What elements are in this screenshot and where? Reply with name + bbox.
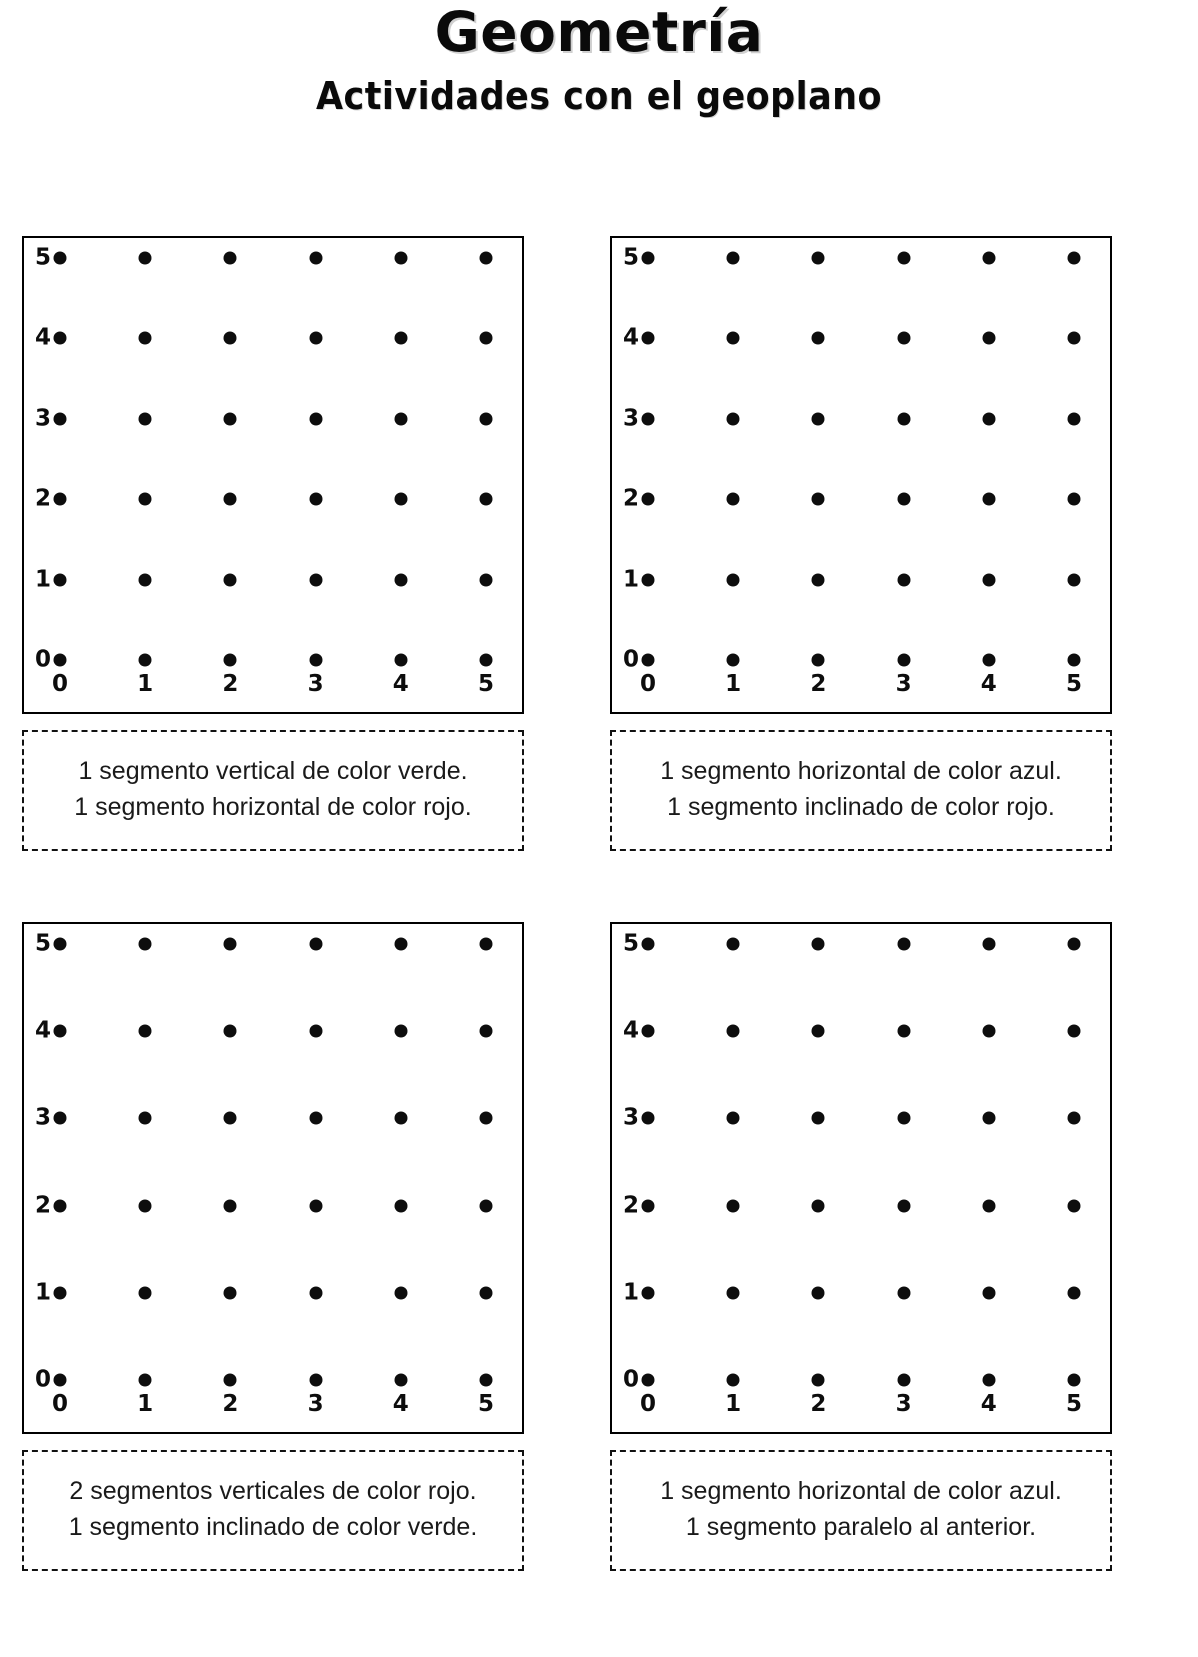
geoboard-peg[interactable] xyxy=(480,1374,493,1387)
caption-line: 1 segmento inclinado de color verde. xyxy=(68,1512,478,1541)
geoboard-peg[interactable] xyxy=(1068,654,1081,667)
x-axis-label-2: 2 xyxy=(810,1391,827,1417)
geoboard-peg[interactable] xyxy=(309,1374,322,1387)
geoboard-1[interactable] xyxy=(22,236,524,714)
geoboard-peg[interactable] xyxy=(54,1199,67,1212)
geoboard-peg[interactable] xyxy=(897,493,910,506)
geoboard-peg[interactable] xyxy=(982,252,995,265)
x-axis-label-3: 3 xyxy=(307,1391,324,1417)
x-axis-label-4: 4 xyxy=(980,1391,997,1417)
geoboard-peg[interactable] xyxy=(982,1374,995,1387)
page-title: Geometría xyxy=(434,0,764,64)
geoboard-peg[interactable] xyxy=(727,1199,740,1212)
geoboard-dots-1 xyxy=(24,238,522,712)
geoboard-peg[interactable] xyxy=(897,1025,910,1038)
geoboard-peg[interactable] xyxy=(897,1374,910,1387)
geoboard-peg[interactable] xyxy=(54,332,67,345)
geoboard-dots-3 xyxy=(24,924,522,1432)
y-axis-label-0: 0 xyxy=(34,1366,51,1393)
geoboard-peg[interactable] xyxy=(727,252,740,265)
geoboard-peg[interactable] xyxy=(224,252,237,265)
geoboard-peg[interactable] xyxy=(1068,412,1081,425)
geoboard-peg[interactable] xyxy=(139,493,152,506)
geoboard-peg[interactable] xyxy=(394,412,407,425)
geoboard-peg[interactable] xyxy=(309,1199,322,1212)
x-axis-label-0: 0 xyxy=(51,1391,69,1417)
geoboard-peg[interactable] xyxy=(1068,493,1081,506)
x-axis-label-3: 3 xyxy=(307,671,324,697)
x-axis-label-5: 5 xyxy=(1065,671,1083,697)
geoboard-peg[interactable] xyxy=(480,252,493,265)
geoboard-peg[interactable] xyxy=(224,493,237,506)
geoboard-peg[interactable] xyxy=(897,938,910,951)
geoboard-peg[interactable] xyxy=(54,938,67,951)
x-axis-label-5: 5 xyxy=(477,1391,495,1417)
geoboard-peg[interactable] xyxy=(224,1199,237,1212)
geoboard-peg[interactable] xyxy=(1068,938,1081,951)
geoboard-4[interactable] xyxy=(610,922,1112,1434)
geoboard-peg[interactable] xyxy=(727,573,740,586)
geoboard-peg[interactable] xyxy=(54,412,67,425)
x-axis-label-4: 4 xyxy=(392,1391,409,1417)
geoboard-peg[interactable] xyxy=(309,252,322,265)
geoboard-peg[interactable] xyxy=(480,654,493,667)
geoboard-peg[interactable] xyxy=(1068,1112,1081,1125)
activity-caption-1 xyxy=(22,730,524,851)
x-axis-label-5: 5 xyxy=(1065,1391,1083,1417)
geoboard-peg[interactable] xyxy=(394,654,407,667)
geoboard-peg[interactable] xyxy=(982,1286,995,1299)
geoboard-peg[interactable] xyxy=(642,412,655,425)
caption-line: 2 segmentos verticales de color rojo. xyxy=(69,1477,477,1505)
geoboard-peg[interactable] xyxy=(812,1199,825,1212)
geoboard-peg[interactable] xyxy=(982,573,995,586)
geoboard-peg[interactable] xyxy=(309,1112,322,1125)
geoboard-peg[interactable] xyxy=(54,1025,67,1038)
y-axis-label-0: 0 xyxy=(622,1366,639,1393)
geoboard-peg[interactable] xyxy=(642,654,655,667)
geoboard-peg[interactable] xyxy=(139,252,152,265)
x-axis-label-0: 0 xyxy=(51,671,69,697)
geoboard-peg[interactable] xyxy=(812,1286,825,1299)
geoboard-peg[interactable] xyxy=(309,332,322,345)
x-axis-label-4: 4 xyxy=(980,671,997,697)
geoboard-peg[interactable] xyxy=(727,1374,740,1387)
geoboard-peg[interactable] xyxy=(394,332,407,345)
geoboard-peg[interactable] xyxy=(394,1112,407,1125)
geoboard-peg[interactable] xyxy=(309,412,322,425)
page-subtitle: Actividades con el geoplano xyxy=(316,73,882,118)
y-axis-label-3: 3 xyxy=(34,405,51,432)
geoboard-peg[interactable] xyxy=(982,1112,995,1125)
y-axis-label-2: 2 xyxy=(622,485,639,512)
geoboard-peg[interactable] xyxy=(54,1112,67,1125)
geoboard-peg[interactable] xyxy=(139,1112,152,1125)
geoboard-peg[interactable] xyxy=(897,573,910,586)
geoboard-peg[interactable] xyxy=(224,654,237,667)
geoboard-peg[interactable] xyxy=(54,654,67,667)
geoboard-peg[interactable] xyxy=(480,493,493,506)
geoboard-peg[interactable] xyxy=(139,938,152,951)
y-axis-label-3: 3 xyxy=(622,1104,639,1131)
geoboard-peg[interactable] xyxy=(1068,1374,1081,1387)
geoboard-peg[interactable] xyxy=(897,332,910,345)
geoboard-peg[interactable] xyxy=(812,654,825,667)
geoboard-peg[interactable] xyxy=(54,252,67,265)
y-axis-label-2: 2 xyxy=(622,1192,639,1219)
activity-panel-2 xyxy=(610,236,1112,851)
geoboard-peg[interactable] xyxy=(480,1286,493,1299)
geoboard-peg[interactable] xyxy=(394,1199,407,1212)
activity-panel-3 xyxy=(22,922,524,1571)
geoboard-peg[interactable] xyxy=(812,332,825,345)
geoboard-peg[interactable] xyxy=(224,1374,237,1387)
x-axis-label-4: 4 xyxy=(392,671,409,697)
geoboard-peg[interactable] xyxy=(394,573,407,586)
x-axis-label-0: 0 xyxy=(639,1391,657,1417)
geoboard-3[interactable] xyxy=(22,922,524,1434)
geoboard-peg[interactable] xyxy=(727,1025,740,1038)
geoboard-peg[interactable] xyxy=(309,938,322,951)
geoboard-peg[interactable] xyxy=(642,1199,655,1212)
geoboard-peg[interactable] xyxy=(1068,252,1081,265)
geoboard-peg[interactable] xyxy=(982,654,995,667)
geoboard-peg[interactable] xyxy=(982,493,995,506)
y-axis-label-5: 5 xyxy=(622,244,639,271)
geoboard-peg[interactable] xyxy=(1068,1286,1081,1299)
geoboard-peg[interactable] xyxy=(982,1199,995,1212)
geoboard-peg[interactable] xyxy=(897,1286,910,1299)
activity-panel-1 xyxy=(22,236,524,851)
geoboard-peg[interactable] xyxy=(224,412,237,425)
geoboard-peg[interactable] xyxy=(642,1286,655,1299)
geoboard-peg[interactable] xyxy=(897,412,910,425)
geoboard-peg[interactable] xyxy=(224,332,237,345)
geoboard-peg[interactable] xyxy=(309,573,322,586)
y-axis-label-0: 0 xyxy=(622,646,639,673)
geoboard-peg[interactable] xyxy=(642,573,655,586)
geoboard-peg[interactable] xyxy=(1068,332,1081,345)
geoboard-peg[interactable] xyxy=(727,412,740,425)
geoboard-dots-4 xyxy=(612,924,1110,1432)
y-axis-label-4: 4 xyxy=(34,1017,51,1044)
y-axis-label-5: 5 xyxy=(622,930,639,957)
geoboard-peg[interactable] xyxy=(309,493,322,506)
x-axis-label-3: 3 xyxy=(895,1391,912,1417)
geoboard-peg[interactable] xyxy=(642,1374,655,1387)
geoboard-peg[interactable] xyxy=(727,938,740,951)
y-axis-label-5: 5 xyxy=(34,244,51,271)
geoboard-peg[interactable] xyxy=(224,938,237,951)
x-axis-label-1: 1 xyxy=(137,671,154,697)
geoboard-peg[interactable] xyxy=(642,252,655,265)
geoboard-peg[interactable] xyxy=(224,1025,237,1038)
geoboard-peg[interactable] xyxy=(812,412,825,425)
geoboard-peg[interactable] xyxy=(54,1286,67,1299)
geoboard-peg[interactable] xyxy=(982,412,995,425)
geoboard-peg[interactable] xyxy=(812,493,825,506)
geoboard-peg[interactable] xyxy=(139,412,152,425)
geoboard-peg[interactable] xyxy=(727,493,740,506)
geoboard-peg[interactable] xyxy=(642,493,655,506)
x-axis-label-0: 0 xyxy=(639,671,657,697)
caption-line: 1 segmento paralelo al anterior. xyxy=(685,1512,1037,1541)
y-axis-label-1: 1 xyxy=(34,1279,51,1306)
geoboard-peg[interactable] xyxy=(139,1199,152,1212)
y-axis-label-4: 4 xyxy=(34,324,51,351)
geoboard-peg[interactable] xyxy=(394,493,407,506)
geoboard-peg[interactable] xyxy=(727,654,740,667)
x-axis-label-2: 2 xyxy=(222,671,239,697)
geoboard-peg[interactable] xyxy=(812,573,825,586)
x-axis-label-1: 1 xyxy=(725,1391,742,1417)
geoboard-2[interactable] xyxy=(610,236,1112,714)
geoboard-peg[interactable] xyxy=(897,1199,910,1212)
geoboard-peg[interactable] xyxy=(642,938,655,951)
geoboard-peg[interactable] xyxy=(642,332,655,345)
caption-line: 1 segmento horizontal de color azul. xyxy=(660,757,1062,785)
activity-caption-3 xyxy=(22,1450,524,1571)
geoboard-peg[interactable] xyxy=(727,1112,740,1125)
geoboard-peg[interactable] xyxy=(480,1199,493,1212)
caption-line: 1 segmento vertical de color verde. xyxy=(78,757,468,785)
geoboard-peg[interactable] xyxy=(982,332,995,345)
x-axis-label-5: 5 xyxy=(477,671,495,697)
geoboard-peg[interactable] xyxy=(812,1112,825,1125)
geoboard-peg[interactable] xyxy=(897,252,910,265)
geoboard-peg[interactable] xyxy=(727,332,740,345)
y-axis-label-0: 0 xyxy=(34,646,51,673)
y-axis-label-3: 3 xyxy=(622,405,639,432)
y-axis-label-4: 4 xyxy=(622,324,639,351)
y-axis-label-1: 1 xyxy=(34,566,51,593)
x-axis-label-2: 2 xyxy=(222,1391,239,1417)
geoboard-peg[interactable] xyxy=(480,412,493,425)
geoboard-peg[interactable] xyxy=(727,1286,740,1299)
y-axis-label-1: 1 xyxy=(622,566,639,593)
geoboard-peg[interactable] xyxy=(394,1374,407,1387)
geoboard-peg[interactable] xyxy=(642,1025,655,1038)
geoboard-peg[interactable] xyxy=(54,493,67,506)
geoboard-peg[interactable] xyxy=(394,1025,407,1038)
caption-line: 1 segmento horizontal de color rojo. xyxy=(74,792,472,821)
y-axis-label-5: 5 xyxy=(34,930,51,957)
geoboard-peg[interactable] xyxy=(139,1286,152,1299)
geoboard-peg[interactable] xyxy=(309,654,322,667)
geoboard-peg[interactable] xyxy=(982,1025,995,1038)
geoboard-peg[interactable] xyxy=(309,1286,322,1299)
geoboard-peg[interactable] xyxy=(139,332,152,345)
geoboard-peg[interactable] xyxy=(1068,1025,1081,1038)
geoboard-peg[interactable] xyxy=(394,252,407,265)
geoboard-peg[interactable] xyxy=(224,1112,237,1125)
geoboard-peg[interactable] xyxy=(54,573,67,586)
geoboard-peg[interactable] xyxy=(224,573,237,586)
geoboard-peg[interactable] xyxy=(897,654,910,667)
geoboard-peg[interactable] xyxy=(480,573,493,586)
caption-line: 1 segmento inclinado de color rojo. xyxy=(667,792,1055,821)
geoboard-peg[interactable] xyxy=(642,1112,655,1125)
page-header xyxy=(0,0,1198,118)
geoboard-peg[interactable] xyxy=(139,1025,152,1038)
geoboard-peg[interactable] xyxy=(480,1025,493,1038)
x-axis-label-3: 3 xyxy=(895,671,912,697)
geoboard-peg[interactable] xyxy=(224,1286,237,1299)
geoboard-peg[interactable] xyxy=(982,938,995,951)
geoboard-peg[interactable] xyxy=(139,654,152,667)
geoboard-dots-2 xyxy=(612,238,1110,712)
geoboard-peg[interactable] xyxy=(812,252,825,265)
geoboard-peg[interactable] xyxy=(480,1112,493,1125)
geoboard-peg[interactable] xyxy=(812,1025,825,1038)
geoboard-peg[interactable] xyxy=(480,332,493,345)
geoboard-peg[interactable] xyxy=(309,1025,322,1038)
geoboard-peg[interactable] xyxy=(812,938,825,951)
y-axis-label-4: 4 xyxy=(622,1017,639,1044)
geoboard-peg[interactable] xyxy=(139,573,152,586)
x-axis-label-2: 2 xyxy=(810,671,827,697)
y-axis-label-2: 2 xyxy=(34,1192,51,1219)
geoboard-peg[interactable] xyxy=(54,1374,67,1387)
y-axis-label-1: 1 xyxy=(622,1279,639,1306)
y-axis-label-3: 3 xyxy=(34,1104,51,1131)
activity-caption-4 xyxy=(610,1450,1112,1571)
y-axis-label-2: 2 xyxy=(34,485,51,512)
geoboard-peg[interactable] xyxy=(1068,573,1081,586)
activity-panel-4 xyxy=(610,922,1112,1571)
geoboard-peg[interactable] xyxy=(812,1374,825,1387)
geoboard-peg[interactable] xyxy=(394,938,407,951)
geoboard-peg[interactable] xyxy=(139,1374,152,1387)
x-axis-label-1: 1 xyxy=(725,671,742,697)
geoboard-peg[interactable] xyxy=(1068,1199,1081,1212)
caption-line: 1 segmento horizontal de color azul. xyxy=(660,1477,1062,1505)
x-axis-label-1: 1 xyxy=(137,1391,154,1417)
geoboard-peg[interactable] xyxy=(897,1112,910,1125)
geoboard-peg[interactable] xyxy=(394,1286,407,1299)
activity-caption-2 xyxy=(610,730,1112,851)
geoboard-peg[interactable] xyxy=(480,938,493,951)
